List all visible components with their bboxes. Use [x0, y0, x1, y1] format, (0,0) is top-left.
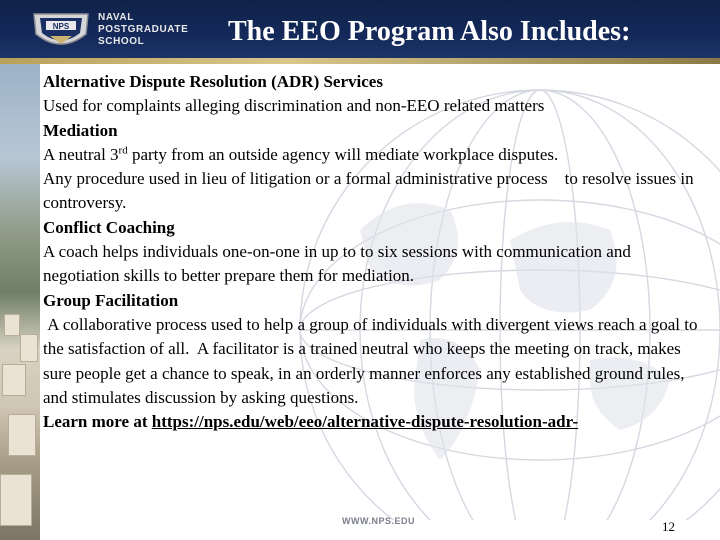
logo-line: SCHOOL: [98, 36, 145, 47]
facilitation-text: A collaborative process used to help a group of individuals with divergent views reach a goal to the satisfaction of all. A facilitator is a trained neutral who keeps the meeting on track, makes sure people get a chance to speak, in an orderly manner enforces any established ground rules, and stimulates discussion by asking questions.: [43, 314, 702, 407]
slide-body: [43, 70, 703, 434]
header-gold-stripe: [0, 58, 720, 64]
facilitation-heading: Group Facilitation: [43, 290, 179, 310]
page-number: 12: [662, 519, 675, 534]
footer-url: WWW.NPS.EDU: [342, 516, 415, 526]
learn-more-label: Learn more at: [43, 412, 152, 432]
adr-heading: Alternative Dispute Resolution (ADR) Services: [43, 72, 383, 91]
campus-photo-strip: [0, 64, 40, 540]
mediation-text-line1: [43, 143, 703, 167]
mediation-heading: Mediation: [43, 120, 118, 140]
mediation-text-line2: Any procedure used in lieu of litigation or a formal administrative process to resolve issues in controversy.: [43, 169, 698, 213]
coaching-heading: Conflict Coaching: [43, 217, 175, 237]
nps-logo: [30, 8, 200, 54]
logo-wordmark: [98, 12, 188, 48]
mediation-text-b: party from an outside agency will mediate workplace disputes.: [127, 144, 559, 164]
ordinal-suffix: rd: [118, 144, 128, 157]
logo-line: NAVAL: [98, 12, 134, 23]
svg-text:NPS: NPS: [52, 22, 70, 31]
coaching-text: A coach helps individuals one-on-one in up to to six sessions with communication and negotiation skills to better prepare them for mediation.: [43, 242, 631, 286]
adr-link[interactable]: https://nps.edu/web/eeo/alternative-dispute-resolution-adr-: [151, 412, 579, 432]
logo-line: POSTGRADUATE: [98, 24, 189, 35]
nps-seal-icon: [30, 8, 92, 54]
slide-title: The EEO Program Also Includes:: [228, 16, 631, 47]
learn-more-line: [43, 410, 703, 434]
mediation-text-a: A neutral 3: [43, 144, 119, 164]
adr-text: Used for complaints alleging discrimination and non-EEO related matters: [43, 96, 545, 116]
